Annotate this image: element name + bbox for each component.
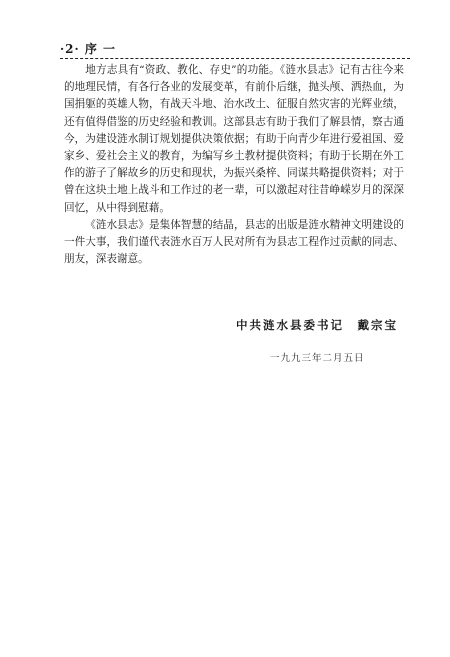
signature-date: 一九九三年二月五日 — [270, 353, 365, 364]
preface-paragraph-2: 《涟水县志》是集体智慧的结晶，县志的出版是涟水精神文明建设的一件大事，我们谨代表涟水百万人民对所有为县志工程作过贡献的同志、朋友，深表谢意。 — [64, 218, 404, 266]
preface-body — [64, 62, 404, 268]
preface-paragraph-1: 地方志具有“资政、教化、存史”的功能。《涟水县志》记有古往今来的地理民情，有各行各业的发展变革，有前仆后继，抛头颅、洒热血，为国捐躯的英雄人物，有战天斗地、治水改土、征服自然灾害的光辉业绩，还有值得借鉴的历史经验和教训。这部县志有助于我们了解县情，察古通今，为建设涟水制订规划提供决策依据；有助于向青少年进行爱祖国、爱家乡、爱社会主义的教育，为编写乡土教材提供资料；有助于长期在外工作的游子了解故乡的历史和现状，为振兴桑梓、同谋共略提供资料；对于曾在这块土地上战斗和工作过的老一辈，可以激起对往昔峥嵘岁月的深深回忆，从中得到慰藉。 — [64, 64, 404, 214]
signature: 中共涟水县委书记 戴宗宝 — [236, 318, 398, 332]
page-number-and-section-title: ·2· 序 一 — [60, 42, 117, 56]
header-divider — [60, 58, 410, 59]
page-header — [60, 40, 410, 58]
